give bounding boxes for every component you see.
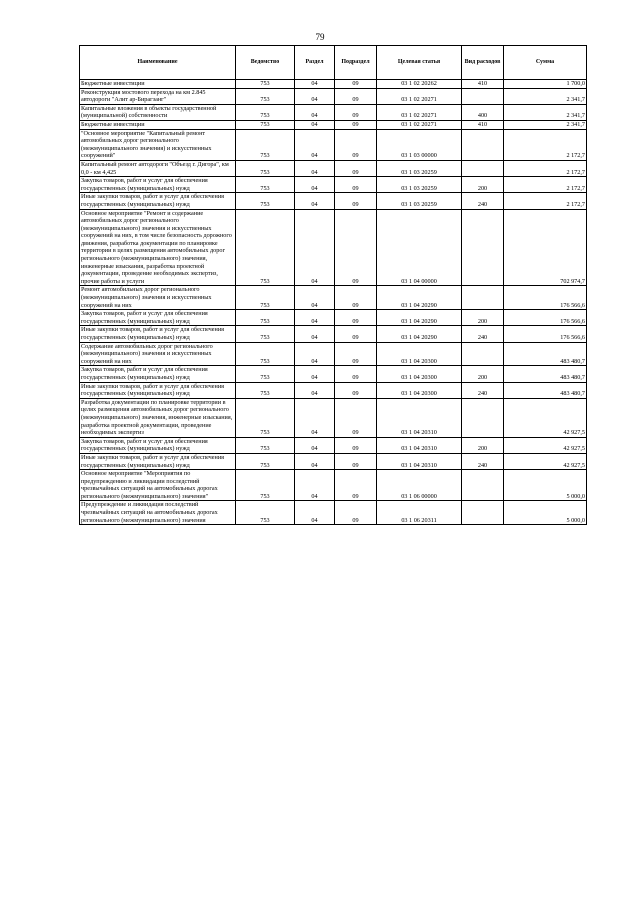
cell-section: 04 bbox=[295, 104, 335, 120]
cell-section: 04 bbox=[295, 470, 335, 501]
cell-department: 753 bbox=[236, 80, 295, 89]
cell-expense-kind bbox=[462, 286, 504, 310]
cell-name: Основное мероприятие "Мероприятия по предупреждению и ликвидации последствий чрезвычайных ситуаций на автомобильных дорогах регионального (межмуниципального) значения" bbox=[80, 470, 236, 501]
cell-sum: 1 700,0 bbox=[504, 80, 587, 89]
header-sum: Сумма bbox=[504, 46, 587, 80]
cell-department: 753 bbox=[236, 470, 295, 501]
cell-section: 04 bbox=[295, 209, 335, 286]
table-row bbox=[80, 160, 587, 176]
cell-department: 753 bbox=[236, 104, 295, 120]
cell-name: Разработка документации по планировке территории в целях размещения автомобильных дорог регионального (межмуниципального) значения, инженерные изыскания, разработка проектной документации, проведение необходимых экспертиз bbox=[80, 398, 236, 437]
cell-expense-kind bbox=[462, 129, 504, 160]
cell-department: 753 bbox=[236, 382, 295, 398]
cell-target-article: 03 1 04 20300 bbox=[377, 366, 462, 382]
table-row bbox=[80, 177, 587, 193]
cell-sum: 5 000,0 bbox=[504, 501, 587, 525]
cell-subsection: 09 bbox=[335, 342, 377, 366]
cell-expense-kind bbox=[462, 88, 504, 104]
cell-target-article: 03 1 04 20310 bbox=[377, 398, 462, 437]
header-section: Раздел bbox=[295, 46, 335, 80]
header-target-article: Целевая статья bbox=[377, 46, 462, 80]
cell-expense-kind: 400 bbox=[462, 104, 504, 120]
cell-subsection: 09 bbox=[335, 398, 377, 437]
cell-sum: 42 927,5 bbox=[504, 398, 587, 437]
cell-target-article: 03 1 04 00000 bbox=[377, 209, 462, 286]
cell-sum: 2 172,7 bbox=[504, 129, 587, 160]
cell-name: Бюджетные инвестиции bbox=[80, 80, 236, 89]
cell-sum: 176 566,6 bbox=[504, 310, 587, 326]
cell-sum: 176 566,6 bbox=[504, 326, 587, 342]
cell-subsection: 09 bbox=[335, 382, 377, 398]
cell-expense-kind bbox=[462, 209, 504, 286]
cell-department: 753 bbox=[236, 342, 295, 366]
cell-sum: 5 000,0 bbox=[504, 470, 587, 501]
table-row bbox=[80, 310, 587, 326]
table-row bbox=[80, 366, 587, 382]
cell-subsection: 09 bbox=[335, 501, 377, 525]
cell-name: Ремонт автомобильных дорог регионального (межмуниципального) значения и искусственных сооружений на них bbox=[80, 286, 236, 310]
cell-expense-kind: 200 bbox=[462, 177, 504, 193]
cell-subsection: 09 bbox=[335, 209, 377, 286]
cell-name: Иные закупки товаров, работ и услуг для обеспечения государственных (муниципальных) нужд bbox=[80, 326, 236, 342]
cell-department: 753 bbox=[236, 120, 295, 129]
header-subsection: Подраздел bbox=[335, 46, 377, 80]
table-row bbox=[80, 326, 587, 342]
cell-expense-kind bbox=[462, 342, 504, 366]
cell-subsection: 09 bbox=[335, 453, 377, 469]
cell-target-article: 03 1 04 20310 bbox=[377, 453, 462, 469]
table-row bbox=[80, 398, 587, 437]
cell-section: 04 bbox=[295, 366, 335, 382]
cell-department: 753 bbox=[236, 310, 295, 326]
cell-subsection: 09 bbox=[335, 177, 377, 193]
cell-expense-kind: 240 bbox=[462, 326, 504, 342]
cell-target-article: 03 1 02 20271 bbox=[377, 104, 462, 120]
cell-subsection: 09 bbox=[335, 80, 377, 89]
cell-subsection: 09 bbox=[335, 326, 377, 342]
cell-expense-kind: 240 bbox=[462, 193, 504, 209]
cell-target-article: 03 1 06 00000 bbox=[377, 470, 462, 501]
table-row bbox=[80, 382, 587, 398]
cell-section: 04 bbox=[295, 286, 335, 310]
cell-target-article: 03 1 03 00000 bbox=[377, 129, 462, 160]
table-row bbox=[80, 88, 587, 104]
cell-sum: 2 172,7 bbox=[504, 193, 587, 209]
cell-department: 753 bbox=[236, 209, 295, 286]
table-row bbox=[80, 470, 587, 501]
cell-department: 753 bbox=[236, 453, 295, 469]
cell-section: 04 bbox=[295, 129, 335, 160]
cell-name: Предупреждение и ликвидация последствий чрезвычайных ситуаций на автомобильных дорогах регионального (межмуниципального) значения bbox=[80, 501, 236, 525]
cell-section: 04 bbox=[295, 437, 335, 453]
cell-sum: 42 927,5 bbox=[504, 453, 587, 469]
cell-name: Содержание автомобильных дорог регионального (межмуниципального) значения и искусственных сооружений на них bbox=[80, 342, 236, 366]
cell-target-article: 03 1 03 20259 bbox=[377, 160, 462, 176]
cell-subsection: 09 bbox=[335, 88, 377, 104]
budget-table bbox=[79, 45, 587, 525]
table-header-row bbox=[80, 46, 587, 80]
header-department: Ведомство bbox=[236, 46, 295, 80]
cell-department: 753 bbox=[236, 286, 295, 310]
cell-subsection: 09 bbox=[335, 104, 377, 120]
cell-sum: 2 341,7 bbox=[504, 120, 587, 129]
cell-target-article: 03 1 04 20290 bbox=[377, 310, 462, 326]
cell-sum: 2 172,7 bbox=[504, 177, 587, 193]
cell-target-article: 03 1 03 20259 bbox=[377, 177, 462, 193]
cell-subsection: 09 bbox=[335, 286, 377, 310]
cell-expense-kind: 410 bbox=[462, 80, 504, 89]
cell-expense-kind: 410 bbox=[462, 120, 504, 129]
cell-subsection: 09 bbox=[335, 437, 377, 453]
cell-target-article: 03 1 02 20271 bbox=[377, 120, 462, 129]
cell-name: Закупка товаров, работ и услуг для обеспечения государственных (муниципальных) нужд bbox=[80, 310, 236, 326]
cell-sum: 2 172,7 bbox=[504, 160, 587, 176]
cell-target-article: 03 1 02 20271 bbox=[377, 88, 462, 104]
cell-name: Бюджетные инвестиции bbox=[80, 120, 236, 129]
cell-department: 753 bbox=[236, 501, 295, 525]
cell-subsection: 09 bbox=[335, 120, 377, 129]
cell-target-article: 03 1 06 20311 bbox=[377, 501, 462, 525]
table-row bbox=[80, 129, 587, 160]
cell-name: Закупка товаров, работ и услуг для обеспечения государственных (муниципальных) нужд bbox=[80, 177, 236, 193]
cell-name: Закупка товаров, работ и услуг для обеспечения государственных (муниципальных) нужд bbox=[80, 366, 236, 382]
cell-target-article: 03 1 03 20259 bbox=[377, 193, 462, 209]
cell-sum: 2 341,7 bbox=[504, 104, 587, 120]
cell-target-article: 03 1 04 20310 bbox=[377, 437, 462, 453]
cell-name: Основное мероприятие "Ремонт и содержание автомобильных дорог регионального (межмуниципального) значения и искусственных сооружений на них, в том числе безопасность дорожного движения, разработка документации по планировке территории в целях размещения автомобильных дорог регионального (межмуниципального) значения, инженерные изыскания, разработка проектной документации, проведение необходимых экспертиз, прочие работы и услуги bbox=[80, 209, 236, 286]
cell-section: 04 bbox=[295, 382, 335, 398]
cell-name: Иные закупки товаров, работ и услуг для обеспечения государственных (муниципальных) нужд bbox=[80, 382, 236, 398]
cell-department: 753 bbox=[236, 398, 295, 437]
cell-expense-kind: 200 bbox=[462, 437, 504, 453]
cell-name: Иные закупки товаров, работ и услуг для обеспечения государственных (муниципальных) нужд bbox=[80, 193, 236, 209]
cell-section: 04 bbox=[295, 120, 335, 129]
cell-expense-kind: 240 bbox=[462, 453, 504, 469]
header-name: Наименование bbox=[80, 46, 236, 80]
cell-target-article: 03 1 04 20300 bbox=[377, 382, 462, 398]
cell-sum: 483 480,7 bbox=[504, 342, 587, 366]
cell-section: 04 bbox=[295, 453, 335, 469]
cell-name: "Основное мероприятие "Капитальный ремонт автомобильных дорог регионального (межмуниципального значения) и искусственных сооружений" bbox=[80, 129, 236, 160]
table-row bbox=[80, 80, 587, 89]
cell-sum: 2 341,7 bbox=[504, 88, 587, 104]
cell-name: Реконструкция мостового перехода на км 2.845 автодороги "Алит ар-Бирагзанг" bbox=[80, 88, 236, 104]
cell-name: Закупка товаров, работ и услуг для обеспечения государственных (муниципальных) нужд bbox=[80, 437, 236, 453]
cell-sum: 483 480,7 bbox=[504, 366, 587, 382]
table-row bbox=[80, 437, 587, 453]
cell-target-article: 03 1 02 20262 bbox=[377, 80, 462, 89]
cell-sum: 702 974,7 bbox=[504, 209, 587, 286]
cell-section: 04 bbox=[295, 326, 335, 342]
cell-sum: 483 480,7 bbox=[504, 382, 587, 398]
table-row bbox=[80, 120, 587, 129]
cell-subsection: 09 bbox=[335, 310, 377, 326]
cell-section: 04 bbox=[295, 160, 335, 176]
cell-expense-kind bbox=[462, 160, 504, 176]
cell-section: 04 bbox=[295, 88, 335, 104]
cell-target-article: 03 1 04 20300 bbox=[377, 342, 462, 366]
cell-department: 753 bbox=[236, 366, 295, 382]
cell-sum: 42 927,5 bbox=[504, 437, 587, 453]
cell-target-article: 03 1 04 20290 bbox=[377, 286, 462, 310]
table-row bbox=[80, 501, 587, 525]
cell-sum: 176 566,6 bbox=[504, 286, 587, 310]
cell-subsection: 09 bbox=[335, 470, 377, 501]
cell-section: 04 bbox=[295, 310, 335, 326]
cell-subsection: 09 bbox=[335, 366, 377, 382]
cell-department: 753 bbox=[236, 177, 295, 193]
cell-expense-kind bbox=[462, 470, 504, 501]
cell-expense-kind bbox=[462, 398, 504, 437]
cell-department: 753 bbox=[236, 193, 295, 209]
page-number: 79 bbox=[315, 32, 325, 42]
cell-section: 04 bbox=[295, 398, 335, 437]
cell-target-article: 03 1 04 20290 bbox=[377, 326, 462, 342]
cell-department: 753 bbox=[236, 129, 295, 160]
cell-section: 04 bbox=[295, 177, 335, 193]
cell-name: Капитальные вложения в объекты государственной (муниципальной) собственности bbox=[80, 104, 236, 120]
cell-subsection: 09 bbox=[335, 193, 377, 209]
cell-section: 04 bbox=[295, 342, 335, 366]
cell-name: Капитальный ремонт автодороги "Объезд г. Дигора", км 0,0 - км 4,425 bbox=[80, 160, 236, 176]
cell-expense-kind: 200 bbox=[462, 310, 504, 326]
cell-subsection: 09 bbox=[335, 129, 377, 160]
cell-department: 753 bbox=[236, 88, 295, 104]
cell-expense-kind bbox=[462, 501, 504, 525]
cell-expense-kind: 240 bbox=[462, 382, 504, 398]
cell-section: 04 bbox=[295, 193, 335, 209]
table-row bbox=[80, 193, 587, 209]
cell-department: 753 bbox=[236, 326, 295, 342]
table-row bbox=[80, 104, 587, 120]
table-row bbox=[80, 209, 587, 286]
table-row bbox=[80, 453, 587, 469]
cell-section: 04 bbox=[295, 80, 335, 89]
cell-department: 753 bbox=[236, 437, 295, 453]
cell-name: Иные закупки товаров, работ и услуг для обеспечения государственных (муниципальных) нужд bbox=[80, 453, 236, 469]
cell-department: 753 bbox=[236, 160, 295, 176]
cell-subsection: 09 bbox=[335, 160, 377, 176]
cell-expense-kind: 200 bbox=[462, 366, 504, 382]
header-expense-kind: Вид расходов bbox=[462, 46, 504, 80]
table-row bbox=[80, 342, 587, 366]
cell-section: 04 bbox=[295, 501, 335, 525]
table-row bbox=[80, 286, 587, 310]
